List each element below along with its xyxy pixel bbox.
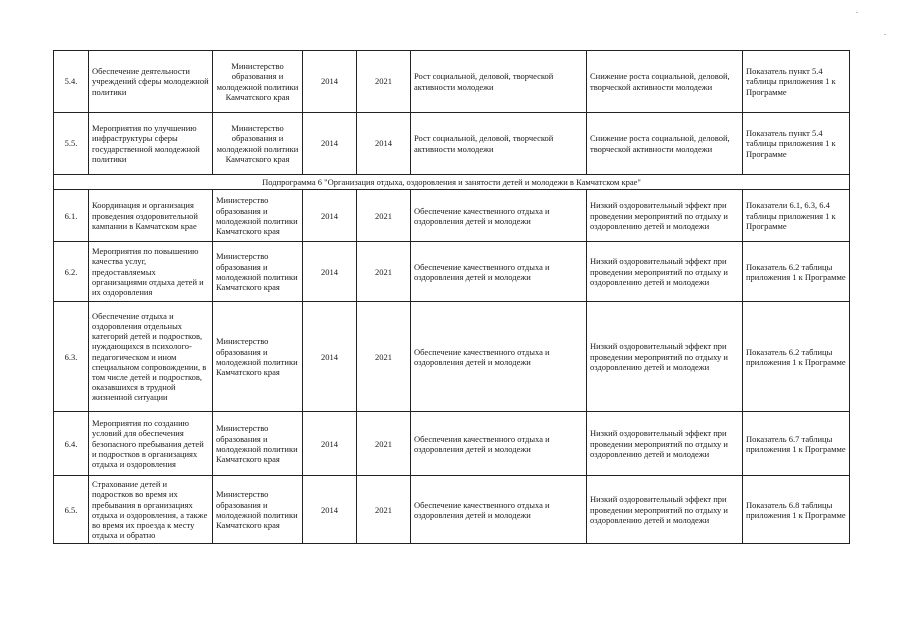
non-implementation-consequence: Низкий оздоровительный эффект при проведении мероприятий по отдыху и оздоровлению детей и молодежи xyxy=(587,242,743,302)
indicator-link: Показатель 6.7 таблицы приложения 1 к Программе xyxy=(743,412,850,476)
indicator-link: Показатель 6.8 таблицы приложения 1 к Программе xyxy=(743,476,850,544)
non-implementation-consequence: Снижение роста социальной, деловой, творческой активности молодежи xyxy=(587,51,743,113)
non-implementation-consequence: Низкий оздоровительный эффект при проведении мероприятий по отдыху и оздоровлению детей и молодежи xyxy=(587,476,743,544)
expected-result: Рост социальной, деловой, творческой активности молодежи xyxy=(411,113,587,175)
executor: Министерство образования и молодежной политики Камчатского края xyxy=(213,476,303,544)
expected-result: Обеспечение качественного отдыха и оздоровления детей и молодежи xyxy=(411,476,587,544)
non-implementation-consequence: Низкий оздоровительный эффект при проведении мероприятий по отдыху и оздоровлению детей и молодежи xyxy=(587,190,743,242)
row-number: 5.4. xyxy=(54,51,89,113)
subprogram-title: Подпрограмма 6 "Организация отдыха, оздоровления и занятости детей и молодежи в Камчатском крае" xyxy=(54,175,850,190)
row-number: 5.5. xyxy=(54,113,89,175)
table-row xyxy=(54,113,850,175)
end-year: 2021 xyxy=(357,412,411,476)
expected-result: Рост социальной, деловой, творческой активности молодежи xyxy=(411,51,587,113)
start-year: 2014 xyxy=(303,51,357,113)
indicator-link: Показатель пункт 5.4 таблицы приложения 1 к Программе xyxy=(743,113,850,175)
indicator-link: Показатель 6.2 таблицы приложения 1 к Программе xyxy=(743,242,850,302)
measure-title: Мероприятия по улучшению инфраструктуры сферы государственной молодежной политики xyxy=(89,113,213,175)
row-number: 6.3. xyxy=(54,302,89,412)
table-row xyxy=(54,51,850,113)
measure-title: Координация и организация проведения оздоровительной кампании в Камчатском крае xyxy=(89,190,213,242)
table-row xyxy=(54,190,850,242)
subprogram-row xyxy=(54,175,850,190)
end-year: 2014 xyxy=(357,113,411,175)
measure-title: Страхование детей и подростков во время их пребывания в организациях отдыха и оздоровления, а также во время их проезда к месту отдыха и обратно xyxy=(89,476,213,544)
measure-title: Мероприятия по созданию условий для обеспечения безопасного пребывания детей и подростков в организациях отдыха и оздоровления xyxy=(89,412,213,476)
executor: Министерство образования и молодежной политики Камчатского края xyxy=(213,113,303,175)
non-implementation-consequence: Низкий оздоровительный эффект при проведении мероприятий по отдыху и оздоровлению детей и молодежи xyxy=(587,412,743,476)
measure-title: Обеспечение деятельности учреждений сферы молодежной политики xyxy=(89,51,213,113)
table-row xyxy=(54,302,850,412)
row-number: 6.2. xyxy=(54,242,89,302)
start-year: 2014 xyxy=(303,113,357,175)
executor: Министерство образования и молодежной политики Камчатского края xyxy=(213,190,303,242)
end-year: 2021 xyxy=(357,476,411,544)
start-year: 2014 xyxy=(303,302,357,412)
row-number: 6.5. xyxy=(54,476,89,544)
measure-title: Мероприятия по повышению качества услуг, предоставляемых организациями отдыха детей и их оздоровления xyxy=(89,242,213,302)
end-year: 2021 xyxy=(357,242,411,302)
indicator-link: Показатель пункт 5.4 таблицы приложения 1 к Программе xyxy=(743,51,850,113)
non-implementation-consequence: Низкий оздоровительный эффект при проведении мероприятий по отдыху и оздоровлению детей и молодежи xyxy=(587,302,743,412)
table-row xyxy=(54,412,850,476)
measures-table xyxy=(53,50,850,544)
non-implementation-consequence: Снижение роста социальной, деловой, творческой активности молодежи xyxy=(587,113,743,175)
indicator-link: Показатели 6.1, 6.3, 6.4 таблицы приложения 1 к Программе xyxy=(743,190,850,242)
table-row xyxy=(54,476,850,544)
expected-result: Обеспечение качественного отдыха и оздоровления детей и молодежи xyxy=(411,190,587,242)
indicator-link: Показатель 6.2 таблицы приложения 1 к Программе xyxy=(743,302,850,412)
start-year: 2014 xyxy=(303,190,357,242)
row-number: 6.4. xyxy=(54,412,89,476)
expected-result: Обеспечение качественного отдыха и оздоровления детей и молодежи xyxy=(411,242,587,302)
executor: Министерство образования и молодежной политики Камчатского края xyxy=(213,242,303,302)
executor: Министерство образования и молодежной политики Камчатского края xyxy=(213,51,303,113)
measure-title: Обеспечение отдыха и оздоровления отдельных категорий детей и подростков, нуждающихся в психолого-педагогическом и ином специальном сопровождении, в том числе детей и подростков, оказавшихся в трудной жизненной ситуации xyxy=(89,302,213,412)
executor: Министерство образования и молодежной политики Камчатского края xyxy=(213,412,303,476)
row-number: 6.1. xyxy=(54,190,89,242)
end-year: 2021 xyxy=(357,302,411,412)
start-year: 2014 xyxy=(303,476,357,544)
start-year: 2014 xyxy=(303,412,357,476)
end-year: 2021 xyxy=(357,51,411,113)
end-year: 2021 xyxy=(357,190,411,242)
page-mark: . xyxy=(856,6,858,15)
expected-result: Обеспечение качественного отдыха и оздоровления детей и молодежи xyxy=(411,302,587,412)
table-row xyxy=(54,242,850,302)
expected-result: Обеспечения качественного отдыха и оздоровления детей и молодежи xyxy=(411,412,587,476)
page-mark: . xyxy=(884,28,886,37)
executor: Министерство образования и молодежной политики Камчатского края xyxy=(213,302,303,412)
start-year: 2014 xyxy=(303,242,357,302)
